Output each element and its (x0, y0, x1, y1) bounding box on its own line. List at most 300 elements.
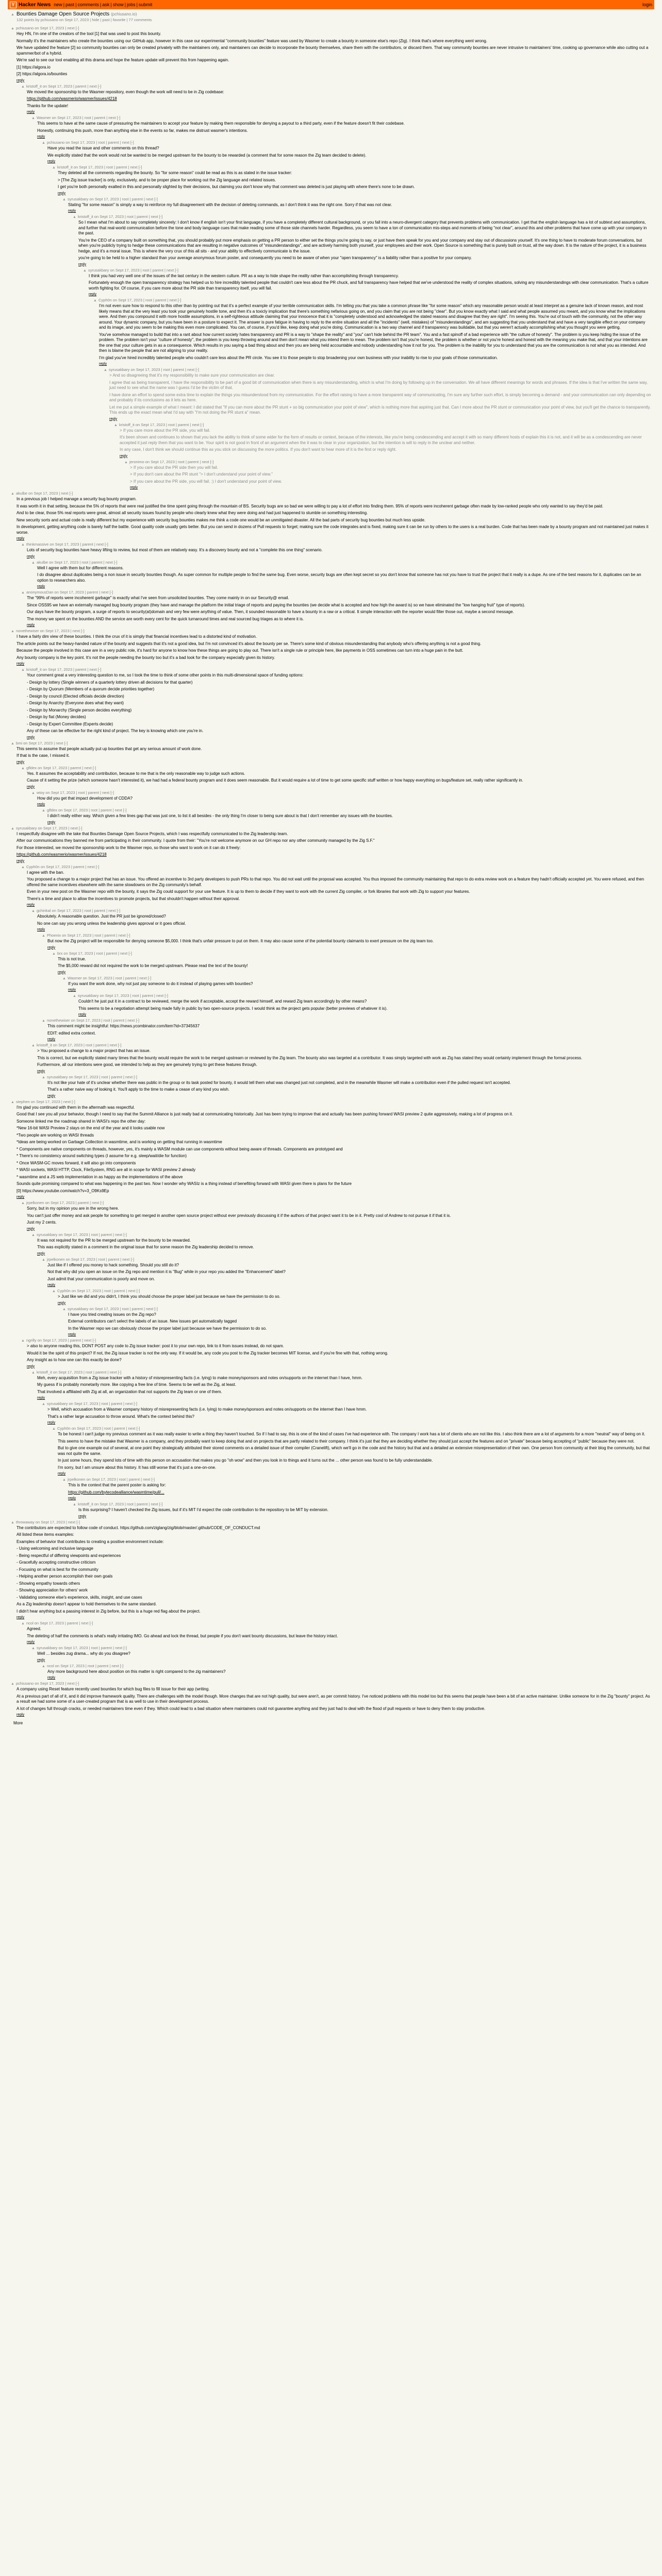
reply-link[interactable]: reply (58, 970, 66, 974)
comment-nav-links[interactable]: | root | parent | next [-] (166, 422, 204, 427)
comment-paragraph: * WASI sockets, WASI HTTP, Clock, FileSystem, RNG are all in scope for WASI preview 2 already (16, 1167, 196, 1172)
comment-paragraph: In a previous job I helped manage a security bug bounty program. (16, 497, 137, 501)
upvote-arrow-icon[interactable]: ▲ (21, 591, 25, 595)
reply-link[interactable]: reply (16, 1195, 25, 1199)
comment-age[interactable]: on Sept 17, 2023 (89, 1306, 119, 1311)
comment-age[interactable]: on Sept 17, 2023 (100, 993, 129, 998)
comment-nav-links[interactable]: | parent | next [-] (80, 542, 108, 547)
comment-nav-links[interactable]: | parent | next [-] (64, 1621, 93, 1625)
comment-nav-links[interactable]: | root | parent | next [-] (96, 140, 134, 145)
comment-nav-links[interactable]: | parent | next [-] (68, 1338, 96, 1343)
comment-nav-links[interactable]: | root | parent | next [-] (89, 1232, 127, 1237)
comment-header (31, 1646, 651, 1651)
comment-age[interactable]: on Sept 17, 2023 (58, 1232, 88, 1237)
comment-nav-links[interactable]: | root | parent | next [-] (84, 1043, 122, 1047)
comment-user[interactable]: kristoff_it (57, 165, 73, 170)
comment-user[interactable]: Wasmer (37, 115, 51, 120)
comment-user[interactable]: kristoff_it (26, 83, 42, 89)
comment-age[interactable]: on Sept 17, 2023 (94, 1502, 124, 1506)
comment-age[interactable]: on Sept 17, 2023 (69, 1074, 98, 1079)
comment-age[interactable]: on Sept 17, 2023 (52, 908, 81, 913)
comment-user[interactable]: thinkmassive (26, 542, 49, 547)
comment-nav-links[interactable]: | next [-] (68, 825, 82, 831)
upvote-arrow-icon[interactable]: ▲ (62, 1307, 66, 1311)
comment-paragraph: If you want the work done, why not just pay someone to do it instead of playing games with bounties? (68, 981, 253, 986)
story-title[interactable]: Bounties Damage Open Source Projects (16, 11, 110, 17)
nav-link-submit[interactable]: submit (138, 2, 153, 7)
comment-age[interactable]: on Sept 17, 2023 (63, 951, 93, 956)
site-name[interactable]: Hacker News (19, 2, 51, 8)
upvote-arrow-icon[interactable]: ▲ (52, 952, 56, 956)
upvote-arrow-icon[interactable]: ▲ (31, 561, 35, 565)
comment-user[interactable]: gfldex (47, 808, 58, 812)
comment-header (21, 590, 651, 595)
upvote-arrow-icon[interactable]: ▲ (31, 1233, 35, 1237)
reply-link[interactable]: reply (27, 903, 35, 907)
comment-age[interactable]: on Sept 17, 2023 (35, 26, 64, 30)
comment-nav-links[interactable]: | root | parent | next [-] (89, 808, 127, 812)
reply-link[interactable]: reply (68, 1333, 76, 1336)
upvote-arrow-icon[interactable]: ▲ (42, 1019, 45, 1023)
comment-age[interactable]: on Sept 17, 2023 (53, 1369, 83, 1375)
upvote-arrow-icon[interactable]: ▲ (52, 1290, 56, 1293)
comment-user[interactable]: kristoff_it (78, 214, 93, 219)
reply-link[interactable]: reply (16, 1713, 25, 1717)
comment-age[interactable]: on Sept 17, 2023 (38, 825, 68, 831)
comment-paragraph: *Ideas are being worked on Garbage Collection in wasmtime, and is working on getting that running in wasmtime (16, 1140, 222, 1144)
comment-paragraph: Examples of behavior that contributes to creating a positive environment include: (16, 1539, 164, 1544)
comment-user[interactable]: syrusakbary (37, 1232, 58, 1237)
reply-link[interactable]: reply (27, 1227, 35, 1231)
comment-age[interactable]: on Sept 17, 2023 (35, 1519, 65, 1524)
nav-link-past[interactable]: past (65, 2, 75, 7)
upvote-arrow-icon[interactable]: ▲ (62, 197, 66, 201)
nav-link-ask[interactable]: ask (102, 2, 110, 7)
comment-nav-links[interactable]: | root | parent | next [-] (125, 214, 163, 219)
upvote-arrow-icon[interactable]: ▲ (31, 909, 35, 913)
comment-user[interactable]: nonethewiser (16, 629, 39, 633)
comment-age[interactable]: on Sept 17, 2023 (40, 629, 70, 633)
comment-nav-links[interactable]: | root | parent | next [-] (79, 560, 118, 565)
comment-nav-links[interactable]: | root | parent | next [-] (113, 975, 152, 980)
comment-user[interactable]: kristoff_it (37, 1369, 52, 1375)
reply-link[interactable]: reply (27, 785, 35, 789)
upvote-arrow-icon[interactable]: ▲ (21, 1339, 25, 1343)
comment-age[interactable]: on Sept 17, 2023 (45, 790, 75, 795)
upvote-arrow-icon[interactable]: ▲ (42, 1402, 45, 1406)
comment-nav-links[interactable]: | root | parent | next [-] (140, 267, 178, 273)
upvote-arrow-icon[interactable]: ▲ (73, 1503, 76, 1506)
comment-user[interactable]: wtoy (37, 790, 45, 795)
reply-link[interactable]: reply (78, 1514, 87, 1518)
comment-paragraph: Fortunately enough the open transparency strategy has helped us to hire incredibly talented people that couldn't care less about the PR chuck, and full transparency have helped that we've understood the reality of complex situations, solving any misunderstandings with clear communication. That's a culture worth fighting for. Of course, if you care more about the PR side than transparency itself, you will fail. (89, 280, 649, 291)
upvote-arrow-icon[interactable]: ▲ (62, 1478, 66, 1482)
comment-user[interactable]: akulbe (37, 560, 48, 565)
upvote-arrow-icon[interactable]: ▲ (42, 1075, 45, 1079)
upvote-arrow-icon[interactable]: ▲ (42, 1258, 45, 1262)
comment-nav-links[interactable]: | root | parent | next [-] (99, 1074, 137, 1079)
comment-paragraph: All listed these items examples: (16, 1532, 74, 1537)
upvote-arrow-icon[interactable]: ▲ (42, 809, 45, 812)
comment-user[interactable]: syrusakbary (47, 1401, 68, 1406)
reply-link[interactable]: reply (27, 554, 35, 558)
reply-link[interactable]: reply (68, 1497, 76, 1500)
comment-user[interactable]: ngrilly (26, 1338, 37, 1343)
comment-age[interactable]: on Sept 17, 2023 (94, 214, 124, 219)
comment-age[interactable]: on Sept 17, 2023 (130, 367, 160, 372)
comment-paragraph[interactable]: https://github.com/wasmerio/wasmer/issues/4218 (27, 96, 117, 101)
comment-user[interactable]: syrusakbary (47, 1074, 68, 1079)
comment-age[interactable]: on Sept 17, 2023 (42, 667, 73, 672)
comment-paragraph: > [The Zig issue tracker] is only, exclusively, and to be proper place for working out the Zig language and related issues. (58, 177, 276, 182)
comment-nav-links[interactable]: | root | parent | next [-] (89, 1646, 127, 1650)
reply-link[interactable]: reply (78, 1013, 87, 1016)
reply-link[interactable]: reply (47, 820, 56, 824)
comment-age[interactable]: on Sept 17, 2023 (135, 422, 166, 427)
upvote-arrow-icon[interactable]: ▲ (62, 976, 66, 980)
comment-age[interactable]: on Sept 17, 2023 (58, 808, 88, 812)
comment-age[interactable]: on Sept 17, 2023 (58, 1646, 88, 1650)
comment-paragraph: Lots of security bug bounties have heavy lifting to review, but most of them are relatively easy. It's a discovery bounty and not a "complete this one thing" scenario. (27, 548, 323, 552)
comment-nav-links[interactable]: | root | parent | next [-] (84, 1369, 122, 1375)
hn-logo-icon[interactable]: Y (10, 2, 16, 8)
comment-age[interactable]: on Sept 17, 2023 (55, 1663, 85, 1668)
comment-paragraph: Just admit that your communication is poorly and move on. (47, 1276, 155, 1281)
comment (62, 976, 651, 992)
upvote-arrow-icon[interactable]: ▲ (42, 141, 45, 145)
comment-reference-link[interactable]: [2] https://algora.io/bounties (16, 72, 68, 76)
comment-header (114, 422, 651, 428)
nav-link-jobs[interactable]: jobs (127, 2, 136, 7)
comment-body (130, 465, 651, 485)
reply-link[interactable]: reply (68, 988, 76, 992)
comment-user[interactable]: jrpelkonen (47, 1257, 65, 1262)
comment-user[interactable]: bmi (16, 740, 23, 745)
comment-user[interactable]: Cyph0n (57, 1289, 71, 1293)
comment-nav-links[interactable]: | root | parent | next [-] (85, 1663, 124, 1668)
upvote-arrow-icon[interactable]: ▲ (21, 84, 25, 89)
reply-link[interactable]: reply (47, 160, 56, 163)
comment-age[interactable]: on Sept 17, 2023 (65, 140, 95, 145)
upvote-arrow-icon[interactable]: ▲ (52, 166, 56, 170)
comment-user[interactable]: kristoff_it (26, 667, 42, 672)
comment-user[interactable]: pchiusano (16, 1681, 34, 1686)
comment-age[interactable]: on Sept 17, 2023 (62, 933, 92, 938)
upvote-arrow-icon[interactable]: ▲ (42, 1664, 45, 1668)
upvote-arrow-icon[interactable]: ▲ (21, 766, 25, 770)
reply-link[interactable]: reply (58, 1301, 66, 1305)
comment-paragraph: I'm not even sure how to respond to this other than by pointing out that it's a perfect example of your terrible communication skills. I'm telling you that you take a common phrase like "for some reason" which any reasonable person would at least interpret as a genuine lack of known reason, and most likely means that at the very least you took your genuinely hostile tone, and then it's a toxicly implication that there's something nefarious going on, and you claim that you are not being "clear". But you know exactly what I said and what people assumed you meant, and you know what the implications were. And then you compound it with more hostile assumptions, in a self-righteous attitude claiming that your innocence that it is "completely understood and acknowledged the stated reasons and disagree that they are right". I'm seeing this. You're out of touch with the community, not the other way around. Your dynamic company, but you have been in a posture to expect it. The answer is pure fatigue in having to reply to the entire situation and all the "incidents" (well, mistakes) of "misunderstandings", and am suggesting that you understand that and have a very tangible effect on your company and its image, and you seem to be making this even more complicated. You can, of course, if you'd like, keep doing what you're doing. Communication is a two way channel and if transparency was buildable, but that you weren't actually accomplishing what you thought you were getting. (99, 303, 646, 330)
comment-user[interactable]: ncol (26, 1621, 34, 1625)
comment-nav-links[interactable]: | root | parent | next [-] (104, 165, 142, 170)
upvote-arrow-icon[interactable]: ▲ (124, 460, 128, 464)
reply-link[interactable]: reply (37, 1069, 45, 1073)
more-link[interactable]: More (13, 1721, 23, 1725)
reply-link[interactable]: reply (27, 110, 35, 114)
upvote-arrow-icon[interactable]: ▲ (21, 543, 25, 547)
comment-user[interactable]: brx (57, 951, 63, 956)
reply-link[interactable]: reply (99, 362, 107, 366)
comment-nav-links[interactable]: | parent | next [-] (85, 590, 113, 595)
nav-link-show[interactable]: show (112, 2, 124, 7)
comment-user[interactable]: throwaway (16, 1519, 35, 1524)
comment-user[interactable]: syrusakbary (109, 367, 130, 372)
comment-nav-links[interactable]: | root | parent | next [-] (99, 1401, 137, 1406)
comment-paragraph: I have you tried creating issues on the Zig repo? (68, 1312, 156, 1317)
upvote-arrow-icon[interactable]: ▲ (31, 1044, 35, 1047)
comment-nav-links[interactable]: | next [-] (66, 1519, 80, 1524)
comment-paragraph[interactable]: https://github.com/wasmerio/wasmer/issues/4218 (16, 852, 107, 857)
upvote-arrow-icon[interactable]: ▲ (73, 215, 76, 219)
comment-body (89, 274, 651, 292)
comment-header (21, 542, 651, 547)
reply-link[interactable]: reply (47, 1676, 56, 1680)
comment-nav-links[interactable]: | root | parent | next [-] (130, 993, 168, 998)
comment-age[interactable]: on Sept 17, 2023 (30, 1099, 60, 1104)
reply-link[interactable]: reply (27, 735, 35, 739)
comment-user[interactable]: anonymousDan (26, 590, 54, 595)
comment-nav-links[interactable]: | root | parent | next [-] (76, 790, 114, 795)
comment-age[interactable]: on Sept 17, 2023 (23, 740, 53, 745)
comment-nav-links[interactable]: | root | parent | next [-] (161, 367, 199, 372)
comment-age[interactable]: on Sept 17, 2023 (73, 165, 104, 170)
reply-link[interactable]: reply (37, 1658, 45, 1662)
reply-link[interactable]: reply (27, 1364, 35, 1368)
comment-age[interactable]: on Sept 17, 2023 (49, 560, 79, 565)
comment-age[interactable]: on Sept 17, 2023 (49, 542, 79, 547)
upvote-arrow-icon[interactable]: ▲ (21, 1201, 25, 1205)
reply-link[interactable]: reply (37, 135, 45, 139)
comment-nav-links[interactable]: | next [-] (54, 740, 68, 745)
comment-nav-links[interactable]: | root | parent | next [-] (94, 951, 132, 956)
upvote-arrow-icon[interactable]: ▲ (21, 1622, 25, 1625)
comment-user[interactable]: jrpelkonen (68, 1477, 86, 1482)
comment-user[interactable]: kristoff_it (37, 1043, 52, 1047)
comment-paragraph: For those interested, we moved the sponsorship work to the Wasmer repo, so those who want to work on it can do it freely: (16, 845, 241, 850)
nav-link-comments[interactable]: comments (77, 2, 99, 7)
comment-nav-links[interactable]: | root | parent | next [-] (82, 115, 121, 120)
reply-link[interactable]: reply (37, 1396, 45, 1400)
reply-link[interactable]: reply (120, 454, 128, 458)
story-domain[interactable]: (pchiusano.io) (111, 12, 137, 16)
nav-link-new[interactable]: new (54, 2, 62, 7)
upvote-arrow-icon[interactable]: ▲ (93, 299, 97, 302)
comment-body (47, 1669, 651, 1675)
comment (11, 26, 651, 82)
comment-reference-link[interactable]: [1] https://algora.io (16, 64, 51, 70)
comment-age[interactable]: on Sept 17, 2023 (71, 1018, 101, 1023)
comment-paragraph: We explicitly stated that the work would not be wanted to be merged upstream for the bounty to be rewarded (a comment that for some reason the Zig team decided to delete). (47, 152, 367, 158)
comment-nav-links[interactable]: | parent | next [-] (73, 667, 102, 672)
comment-user[interactable]: jrpelkonen (26, 1200, 44, 1205)
comment-paragraph[interactable]: https://github.com/bytecodealliance/wasmtime/pull/... (68, 1489, 164, 1495)
comment-user[interactable]: syrusakbary (68, 1306, 89, 1311)
comment-age[interactable]: on Sept 17, 2023 (40, 864, 70, 869)
reply-link[interactable]: reply (47, 1421, 56, 1425)
upvote-arrow-icon[interactable]: ▲ (11, 630, 14, 633)
comment-nav-links[interactable]: | parent | next [-] (75, 1200, 104, 1205)
comment-age[interactable]: on Sept 17, 2023 (53, 1043, 83, 1047)
comment-user[interactable]: akulbe (16, 491, 28, 496)
comment-nav-links[interactable]: | root | parent | next [-] (102, 1426, 140, 1431)
reply-link[interactable]: reply (27, 1640, 35, 1644)
comment-user[interactable]: gfldex (26, 765, 37, 770)
upvote-arrow-icon[interactable]: ▲ (11, 1100, 14, 1104)
comment-nav-links[interactable]: | next [-] (70, 629, 85, 633)
upvote-arrow-icon[interactable]: ▲ (104, 368, 107, 372)
comment-age[interactable]: on Sept 17, 2023 (42, 83, 73, 89)
upvote-arrow-icon[interactable]: ▲ (42, 934, 45, 938)
comment-age[interactable]: on Sept 17, 2023 (71, 1426, 101, 1431)
comment-user[interactable]: nonethewiser (47, 1018, 70, 1023)
upvote-arrow-icon[interactable]: ▲ (52, 1427, 56, 1431)
comment-age[interactable]: on Sept 17, 2023 (38, 765, 68, 770)
reply-link[interactable]: reply (47, 1094, 56, 1098)
upvote-arrow-icon[interactable]: ▲ (11, 741, 14, 745)
upvote-arrow-icon[interactable]: ▲ (11, 13, 14, 16)
comment-age[interactable]: on Sept 17, 2023 (82, 975, 112, 980)
comment-nav-links[interactable]: | root | parent | next [-] (92, 933, 130, 938)
comment-nav-links[interactable]: | next [-] (65, 26, 79, 30)
upvote-arrow-icon[interactable]: ▲ (11, 1682, 14, 1686)
comment-nav-links[interactable]: | root | parent | next [-] (143, 298, 181, 302)
comment-user[interactable]: syrusakbary (16, 825, 37, 831)
comment-user[interactable]: Cyph0n (57, 1426, 71, 1431)
upvote-arrow-icon[interactable]: ▲ (11, 826, 14, 831)
comment-user[interactable]: pchiusano (47, 140, 65, 145)
reply-link[interactable]: reply (58, 191, 66, 195)
comment-header (83, 268, 651, 273)
reply-link[interactable]: reply (47, 945, 56, 950)
reply-link[interactable]: reply (47, 1283, 56, 1287)
comment-body (99, 303, 651, 361)
comment-age[interactable]: on Sept 17, 2023 (45, 1200, 75, 1205)
comment-age[interactable]: on Sept 17, 2023 (86, 1477, 116, 1482)
comment-age[interactable]: on Sept 17, 2023 (37, 1338, 67, 1343)
comment-body (68, 1483, 651, 1495)
reply-link[interactable]: reply (16, 859, 25, 863)
comment-user[interactable]: Cyph0n (26, 864, 40, 869)
comment-user[interactable]: kristoff_it (78, 1502, 93, 1506)
comment-paragraph: That's a rather naive way of looking it. You'll apply to the time to make a cease of any kind you wish. (47, 1087, 230, 1092)
reply-link[interactable]: reply (16, 662, 25, 666)
upvote-arrow-icon[interactable]: ▲ (83, 268, 87, 273)
reply-link[interactable]: reply (68, 209, 76, 213)
upvote-arrow-icon[interactable]: ▲ (73, 994, 76, 998)
comment-nav-links[interactable]: | next [-] (65, 1681, 79, 1686)
comment-age[interactable]: on Sept 17, 2023 (65, 1257, 95, 1262)
reply-link[interactable]: reply (58, 1472, 66, 1476)
comment-header (73, 1502, 651, 1507)
comment-nav-links[interactable]: | root | parent | next [-] (175, 459, 214, 464)
comment-age[interactable]: on Sept 17, 2023 (28, 491, 58, 496)
comment-age[interactable]: on Sept 17, 2023 (110, 267, 140, 273)
comment-nav-links[interactable]: | next [-] (59, 491, 73, 496)
comment-nav-links[interactable]: | root | parent | next [-] (101, 1018, 140, 1023)
upvote-arrow-icon[interactable]: ▲ (31, 1370, 35, 1375)
reply-link[interactable]: reply (27, 623, 35, 627)
comment-user[interactable]: Wasmer (68, 975, 82, 980)
upvote-arrow-icon[interactable]: ▲ (31, 791, 35, 795)
reply-link[interactable]: reply (37, 585, 45, 588)
comment-user[interactable]: syrusakbary (37, 1646, 58, 1650)
comment-nav-links[interactable]: | root | parent | next [-] (120, 196, 158, 201)
comment-age[interactable]: on Sept 17, 2023 (89, 196, 119, 201)
comment-age[interactable]: on Sept 17, 2023 (34, 1621, 64, 1625)
upvote-arrow-icon[interactable]: ▲ (11, 27, 14, 30)
login-link[interactable]: login (642, 2, 652, 7)
comment-nav-links[interactable]: | root | parent | next [-] (96, 1257, 135, 1262)
reply-link[interactable]: reply (37, 928, 45, 931)
reply-link[interactable]: reply (16, 537, 25, 540)
comment-age[interactable]: on Sept 17, 2023 (112, 298, 142, 302)
comment-user[interactable]: gchinkal (37, 908, 51, 913)
comment-header (62, 976, 651, 981)
comment-age[interactable]: on Sept 17, 2023 (52, 115, 81, 120)
comment-age[interactable]: on Sept 17, 2023 (54, 590, 84, 595)
reply-link[interactable]: reply (47, 1038, 56, 1041)
comment-nav-links[interactable]: | parent | next [-] (73, 83, 102, 89)
comment-nav-links[interactable]: | parent | next [-] (71, 864, 100, 869)
comment-nav-links[interactable]: | next [-] (61, 1099, 75, 1104)
comment-user[interactable]: syrusakbary (88, 267, 109, 273)
reply-link[interactable]: reply (16, 78, 25, 82)
reply-link[interactable]: reply (16, 760, 25, 764)
comment-user[interactable]: syrusakbary (78, 993, 99, 998)
comment-user[interactable]: pchiusano (16, 26, 34, 30)
comment-age[interactable]: on Sept 17, 2023 (69, 1401, 98, 1406)
comment-user[interactable]: stephen (16, 1099, 30, 1104)
upvote-arrow-icon[interactable]: ▲ (21, 865, 25, 869)
comment-nav-links[interactable]: | root | parent | next [-] (82, 908, 121, 913)
upvote-arrow-icon[interactable]: ▲ (11, 1520, 14, 1524)
reply-link[interactable]: reply (78, 262, 87, 266)
upvote-arrow-icon[interactable]: ▲ (31, 116, 35, 120)
comment-user[interactable]: jeronimo (129, 459, 144, 464)
reply-link[interactable]: reply (16, 1616, 25, 1619)
comment-user[interactable]: Phoenix (47, 933, 61, 938)
comment-nav-links[interactable]: | root | parent | next [-] (120, 1306, 158, 1311)
comment-nav-links[interactable]: | parent | next [-] (68, 765, 96, 770)
reply-link[interactable]: reply (89, 293, 97, 296)
reply-link[interactable]: reply (37, 803, 45, 806)
comment-nav-links[interactable]: | root | parent | next [-] (125, 1502, 163, 1506)
comment (73, 1502, 651, 1518)
comment-header (62, 1477, 651, 1482)
reply-link[interactable]: reply (37, 1251, 45, 1256)
comment-user[interactable]: kristoff_it (119, 422, 135, 427)
comment-body (68, 981, 651, 987)
upvote-arrow-icon[interactable]: ▲ (31, 1647, 35, 1650)
reply-link[interactable]: reply (109, 417, 118, 421)
comment-nav-links[interactable]: | root | parent | next [-] (102, 1289, 140, 1293)
upvote-arrow-icon[interactable]: ▲ (21, 668, 25, 672)
comment-age[interactable]: on Sept 17, 2023 (145, 459, 175, 464)
comment-paragraph: I didn't hear anything but a passing interest in Zig before, but this is a huge red flag about the project. (16, 1608, 201, 1614)
comment-user[interactable]: syrusakbary (68, 196, 89, 201)
comment-age[interactable]: on Sept 17, 2023 (35, 1681, 64, 1686)
comment-user[interactable]: Cyph0n (98, 298, 112, 302)
upvote-arrow-icon[interactable]: ▲ (11, 492, 14, 496)
comment-user[interactable]: ncol (47, 1663, 54, 1668)
comment (42, 1075, 651, 1098)
comment-paragraph: Since OSS95 we have an externally managed bug bounty program (they have and manage the platform the initial triage of reports and paying the bounties (we decide what is accepted and how high the award is) so we have eliminated the "low hanging fruit" type of reports). (27, 602, 525, 607)
comment-nav-links[interactable]: | root | parent | next [-] (117, 1477, 155, 1482)
comment-paragraph: - Design by Monarchy (Single person decides everything) (27, 707, 132, 713)
upvote-arrow-icon[interactable]: ▲ (114, 423, 118, 427)
comment-age[interactable]: on Sept 17, 2023 (71, 1289, 101, 1293)
reply-link[interactable]: reply (130, 486, 138, 489)
